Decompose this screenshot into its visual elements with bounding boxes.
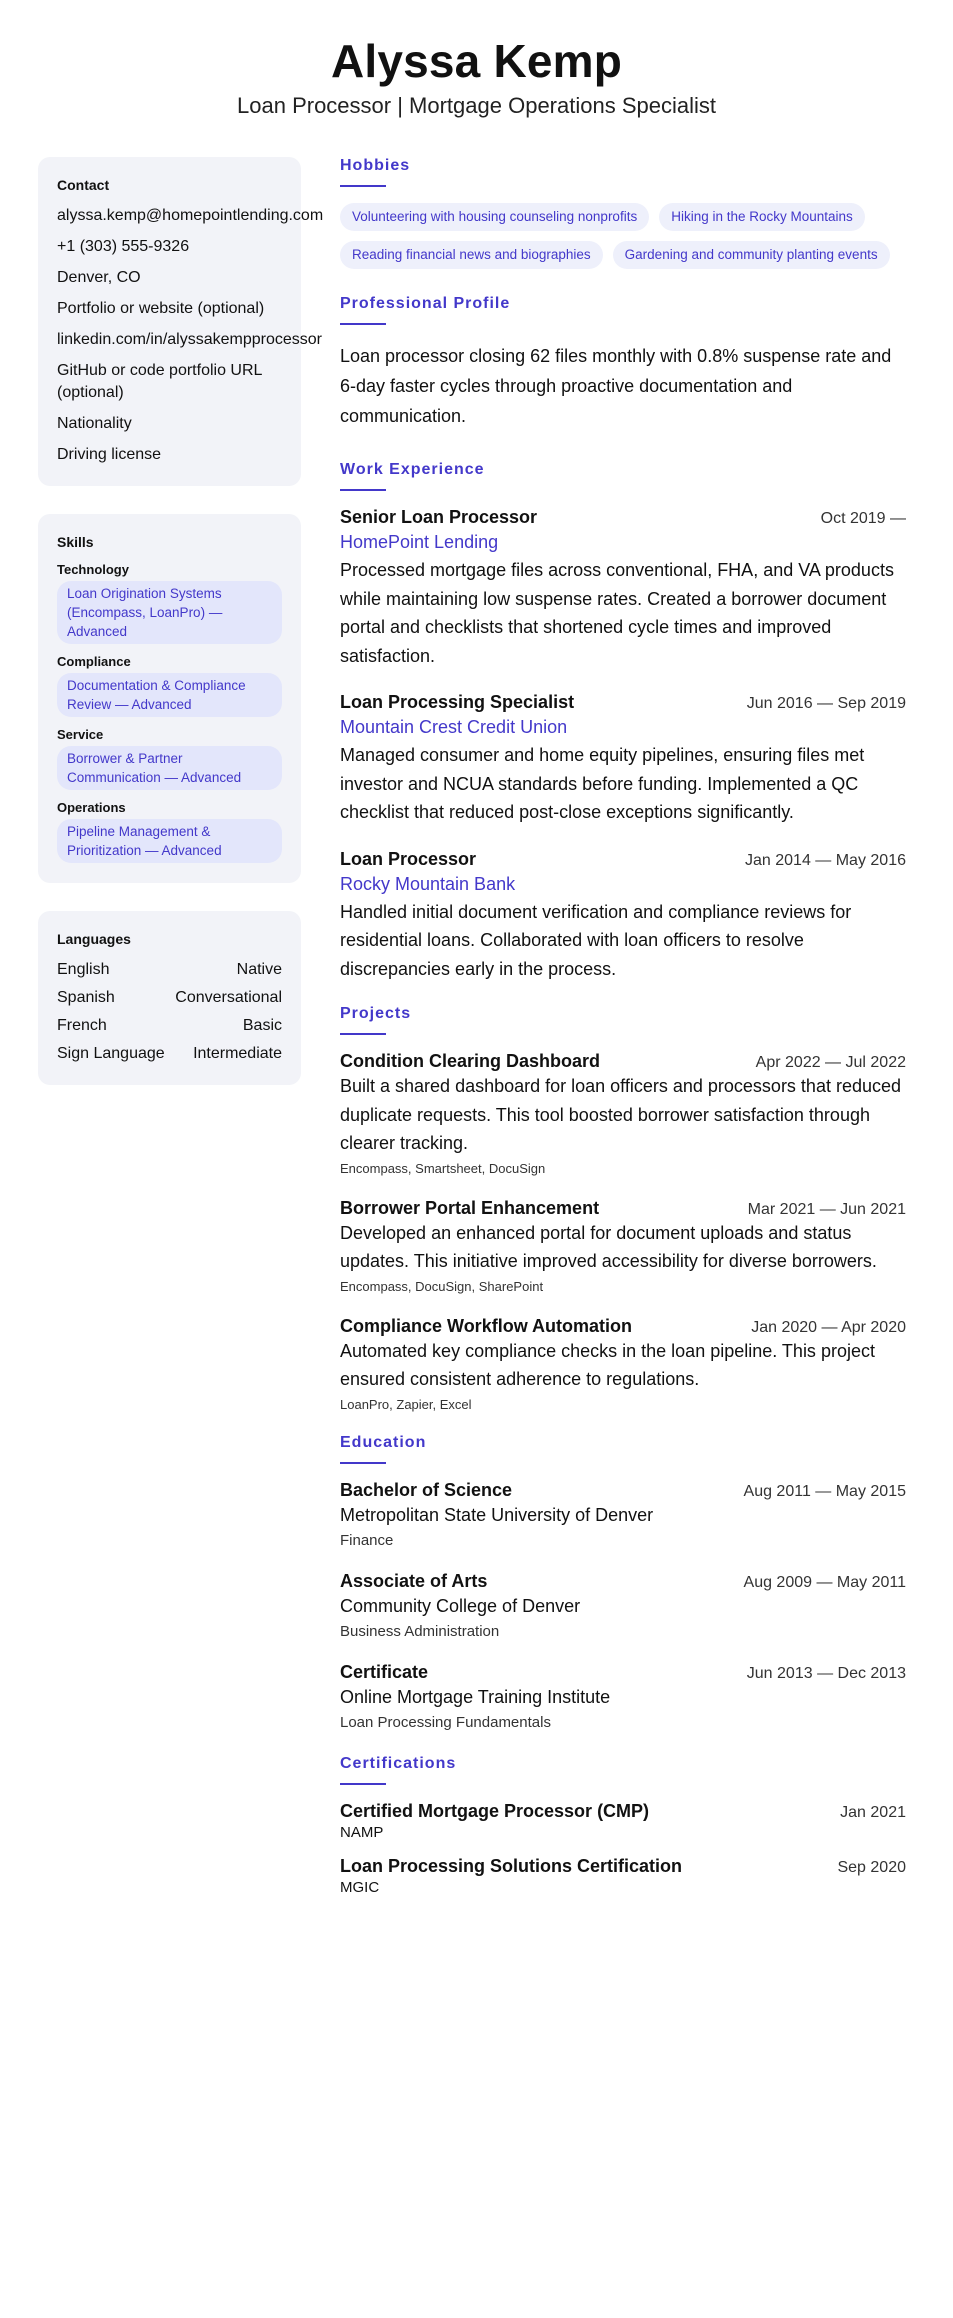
field-of-study: Finance — [340, 1531, 394, 1549]
education-date: Aug 2011 — May 2015 — [743, 1482, 906, 1500]
education-entry — [340, 1480, 906, 1553]
skill-category: Service — [57, 727, 104, 742]
projects-section — [340, 1005, 906, 1412]
project-tech: LoanPro, Zapier, Excel — [340, 1396, 472, 1412]
project-entry — [340, 1316, 906, 1412]
contact-phone[interactable]: +1 (303) 555-9326 — [57, 238, 190, 255]
degree-title: Bachelor of Science — [340, 1479, 513, 1500]
certifications-title: Certifications — [340, 1754, 457, 1772]
language-name: French — [57, 1017, 107, 1034]
project-title: Compliance Workflow Automation — [340, 1315, 633, 1336]
job-title: Senior Loan Processor — [340, 507, 538, 527]
job-date: Jan 2014 — May 2016 — [745, 851, 906, 869]
skills-card — [38, 514, 301, 883]
profile-section — [340, 295, 906, 431]
projects-title: Projects — [340, 1005, 412, 1022]
degree-title: Certificate — [340, 1661, 429, 1682]
hobby-tag: Gardening and community planting events — [613, 241, 890, 269]
education-title: Education — [340, 1433, 427, 1451]
language-row — [57, 1015, 282, 1037]
language-name: English — [57, 961, 110, 978]
language-level: Native — [236, 961, 282, 978]
job-date: Jun 2016 — Sep 2019 — [746, 695, 906, 712]
job-company: Rocky Mountain Bank — [340, 873, 516, 894]
contact-linkedin[interactable]: linkedin.com/in/alyssakempprocessor — [57, 331, 322, 348]
hobby-tag: Volunteering with housing counseling nonprofits — [340, 203, 649, 231]
skill-category: Compliance — [57, 654, 131, 669]
contact-title: Contact — [57, 177, 110, 193]
school-name: Community College of Denver — [340, 1595, 581, 1616]
certification-entry — [340, 1856, 906, 1899]
hobby-tags — [340, 203, 906, 269]
language-row — [57, 1043, 282, 1065]
project-tech: Encompass, Smartsheet, DocuSign — [340, 1160, 546, 1176]
contact-location: Denver, CO — [57, 269, 141, 286]
skill-pill: Loan Origination Systems (Encompass, LoanPro) — Advanced — [57, 581, 282, 644]
job-title: Loan Processor — [340, 848, 477, 869]
sidebar — [38, 157, 324, 1113]
job-description: Managed consumer and home equity pipelines, ensuring files met investor and NCUA standards before funding. Implemented a QC checklist that reduced post-close exceptions significantly. — [340, 745, 865, 822]
experience-entry — [340, 692, 906, 827]
experience-title: Work Experience — [340, 461, 485, 478]
language-row — [57, 959, 282, 981]
project-date: Jan 2020 — Apr 2020 — [751, 1318, 906, 1336]
skill-pill: Borrower & Partner Communication — Advanced — [57, 746, 282, 790]
section-divider — [340, 1033, 386, 1035]
job-description: Handled initial document verification and compliance reviews for residential loans. Collaborated with loan officers to resolve discrepancies early in the process. — [340, 901, 852, 979]
contact-email[interactable]: alyssa.kemp@homepointlending.com — [57, 207, 324, 224]
job-title: Loan Processing Specialist — [340, 692, 575, 712]
contact-card — [38, 157, 324, 486]
project-entry — [340, 1051, 906, 1176]
experience-entry — [340, 849, 906, 984]
hobby-tag: Hiking in the Rocky Mountains — [659, 203, 865, 231]
hobby-tag: Reading financial news and biographies — [340, 241, 603, 269]
resume-header — [0, 0, 953, 120]
experience-section — [340, 461, 906, 983]
profile-title: Professional Profile — [340, 295, 511, 312]
section-divider — [340, 489, 386, 491]
language-name: Spanish — [57, 989, 115, 1006]
school-name: Metropolitan State University of Denver — [340, 1504, 654, 1525]
languages-title: Languages — [57, 931, 131, 947]
project-date: Apr 2022 — Jul 2022 — [755, 1054, 906, 1071]
section-divider — [340, 323, 386, 325]
skill-pill: Pipeline Management & Prioritization — Advanced — [57, 819, 282, 863]
job-description: Processed mortgage files across conventional, FHA, and VA products while maintaining low suspense rates. Created a borrower document portal and checklists that shortened cycle times and improved satisfaction. — [340, 560, 894, 666]
section-divider — [340, 1783, 386, 1785]
job-company: HomePoint Lending — [340, 532, 499, 552]
project-tech: Encompass, DocuSign, SharePoint — [340, 1278, 544, 1294]
skill-pill: Documentation & Compliance Review — Advanced — [57, 673, 282, 717]
candidate-name: Alyssa Kemp — [330, 35, 623, 87]
profile-text: Loan processor closing 62 files monthly with 0.8% suspense rate and 6-day faster cycles through proactive documentation and communication. — [340, 346, 892, 426]
certification-issuer: MGIC — [340, 1878, 380, 1896]
education-entry — [340, 1571, 906, 1644]
skill-category: Technology — [57, 562, 129, 577]
project-description: Developed an enhanced portal for document uploads and status updates. This initiative improved accessibility for diverse borrowers. — [340, 1222, 877, 1271]
degree-title: Associate of Arts — [340, 1570, 488, 1591]
section-divider — [340, 1462, 386, 1464]
language-level: Conversational — [175, 989, 282, 1006]
education-date: Jun 2013 — Dec 2013 — [746, 1664, 906, 1682]
experience-entry — [340, 507, 906, 670]
job-company: Mountain Crest Credit Union — [340, 717, 568, 737]
project-title: Condition Clearing Dashboard — [340, 1051, 601, 1071]
section-divider — [340, 185, 386, 187]
certifications-section — [340, 1755, 906, 1899]
project-description: Built a shared dashboard for loan officers and processors that reduced duplicate requests. This tool boosted borrower satisfaction through clearer tracking. — [340, 1076, 902, 1153]
certification-date: Jan 2021 — [840, 1803, 906, 1821]
certification-name: Certified Mortgage Processor (CMP) — [340, 1800, 650, 1821]
job-date: Oct 2019 — — [820, 510, 906, 527]
education-date: Aug 2009 — May 2011 — [743, 1573, 906, 1591]
project-entry — [340, 1198, 906, 1294]
language-level: Intermediate — [193, 1045, 282, 1062]
field-of-study: Loan Processing Fundamentals — [340, 1713, 551, 1731]
certification-entry — [340, 1801, 906, 1844]
certification-issuer: NAMP — [340, 1823, 384, 1841]
languages-card — [38, 911, 301, 1085]
hobbies-title: Hobbies — [340, 157, 411, 174]
contact-github[interactable]: GitHub or code portfolio URL (optional) — [57, 362, 262, 401]
language-row — [57, 987, 282, 1009]
field-of-study: Business Administration — [340, 1622, 500, 1640]
project-description: Automated key compliance checks in the loan pipeline. This project ensured consistent adherence to regulations. — [340, 1340, 875, 1389]
project-title: Borrower Portal Enhancement — [340, 1197, 600, 1218]
skill-category: Operations — [57, 800, 126, 815]
contact-nationality: Nationality — [57, 415, 132, 432]
project-date: Mar 2021 — Jun 2021 — [747, 1200, 906, 1218]
contact-driving-license: Driving license — [57, 446, 162, 463]
language-level: Basic — [242, 1017, 282, 1034]
education-section — [340, 1434, 906, 1735]
skills-title: Skills — [57, 534, 94, 550]
main-content — [340, 157, 906, 1899]
contact-portfolio[interactable]: Portfolio or website (optional) — [57, 300, 265, 317]
education-entry — [340, 1662, 906, 1735]
school-name: Online Mortgage Training Institute — [340, 1686, 611, 1707]
hobbies-section — [340, 157, 906, 269]
certification-name: Loan Processing Solutions Certification — [340, 1855, 683, 1876]
language-name: Sign Language — [57, 1045, 165, 1062]
certification-date: Sep 2020 — [837, 1858, 906, 1876]
candidate-role: Loan Processor | Mortgage Operations Specialist — [237, 93, 716, 118]
